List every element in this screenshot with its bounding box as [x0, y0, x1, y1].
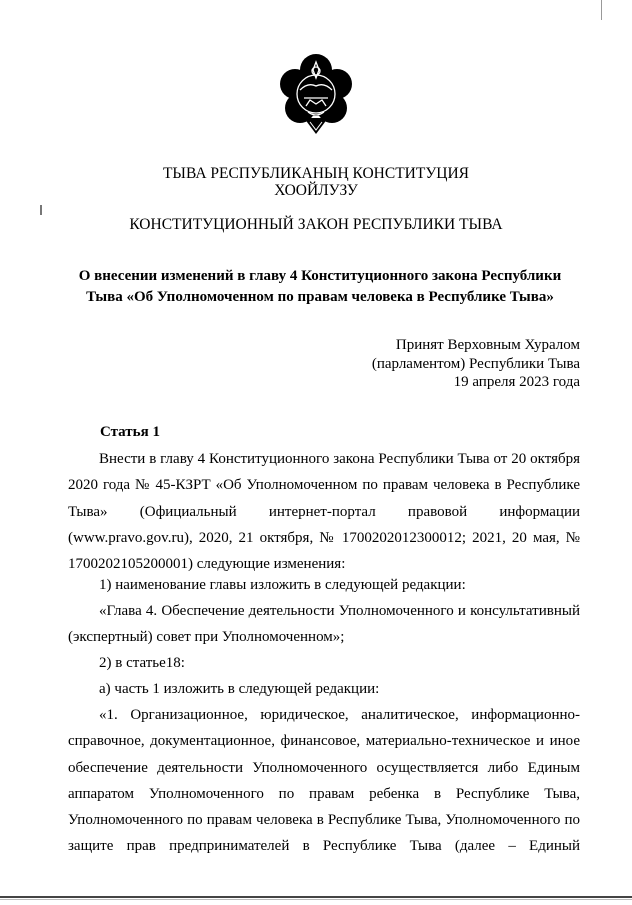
subject-line2: Тыва «Об Уполномоченном по правам человека в Республике Тыва»	[86, 289, 554, 305]
article-heading: Статья 1	[100, 424, 160, 440]
title-russian: КОНСТИТУЦИОННЫЙ ЗАКОН РЕСПУБЛИКИ ТЫВА	[129, 216, 503, 233]
article-paragraph-3: 2) в статье18:	[99, 655, 185, 671]
article-paragraph-2: «Глава 4. Обеспечение деятельности Уполномоченного и консультативный (экспертный) совет при Уполномоченном»;	[68, 603, 580, 646]
title-tuvan-line2: ХООЙЛУЗУ	[274, 182, 358, 199]
article-paragraph-1: 1) наименование главы изложить в следующей редакции:	[99, 577, 466, 593]
adoption-date: 19 апреля 2023 года	[453, 374, 580, 390]
coat-of-arms-emblem-icon	[276, 50, 356, 142]
article-paragraph-5: «1. Организационное, юридическое, аналитическое, информационно-справочное, документационное, финансовое, материально-техническое и иное обеспечение деятельности Уполномоченного осуществляется либо Единым аппаратом Уполномоченного по правам ребенка в Республике Тыва, Уполномоченного по правам человека в Республике Тыва, Уполномоченного по защите прав предпринимателей в Республике Тыва (далее – Единый	[68, 707, 580, 855]
article-paragraph-intro: Внести в главу 4 Конституционного закона Республики Тыва от 20 октября 2020 года № 45-КЗРТ «Об Уполномоченном по правам человека в Республике Тыва» (Официальный интернет-портал правовой информации (www.pravo.gov.ru), 2020, 21 октября, № 1700202012300012; 2021, 20 мая, № 1700202105200001) следующие изменения:	[68, 451, 580, 573]
scan-bottom-edge	[0, 896, 632, 898]
scan-bottom-edge-shadow	[0, 899, 632, 900]
adoption-line1: Принят Верховным Хуралом	[395, 337, 580, 353]
subject-line1: О внесении изменений в главу 4 Конституционного закона Республики	[78, 268, 562, 284]
title-tuvan-line1: ТЫВА РЕСПУБЛИКАНЫҢ КОНСТИТУЦИЯ	[162, 165, 470, 182]
scan-edge-mark	[601, 0, 602, 20]
adoption-line2: (парламентом) Республики Тыва	[371, 356, 580, 372]
article-paragraph-4: а) часть 1 изложить в следующей редакции:	[99, 681, 380, 697]
scan-margin-mark	[40, 205, 42, 215]
